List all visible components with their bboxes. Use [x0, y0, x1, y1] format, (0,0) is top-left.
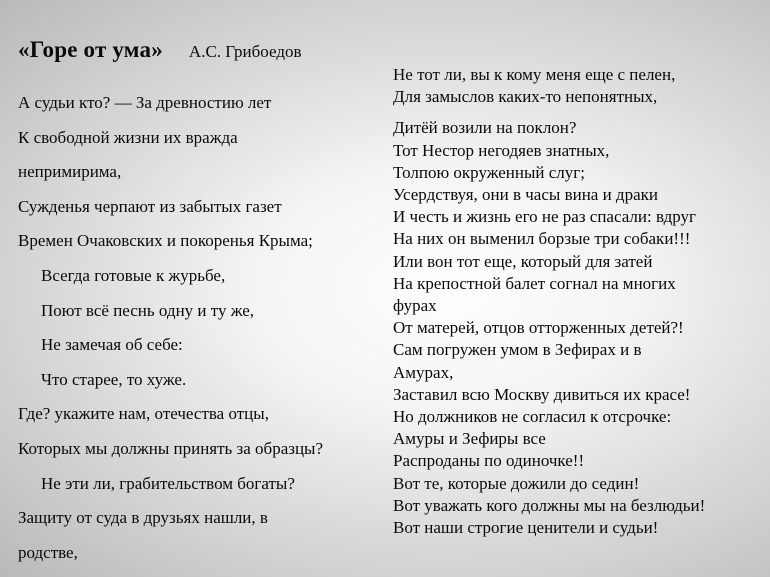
poem-line: Не замечая об себе:: [41, 335, 183, 355]
poem-line: Времен Очаковских и покоренья Крыма;: [18, 231, 313, 251]
poem-line: Вот наши строгие ценители и судьи!: [393, 518, 659, 538]
poem-line: А судьи кто? — За древностию лет: [18, 93, 272, 112]
poem-line: От матерей, отцов отторженных детей?!: [393, 318, 684, 338]
poem-line: Где? укажите нам, отечества отцы,: [18, 404, 269, 424]
poem-line: И честь и жизнь его не раз спасали: вдруг: [393, 207, 696, 227]
poem-line: Дитёй возили на поклон?: [393, 118, 577, 138]
poem-line: Не эти ли, грабительством богаты?: [41, 473, 295, 493]
poem-line: Или вон тот еще, который для затей: [393, 251, 653, 271]
poem-line: Амурах,: [393, 362, 454, 382]
poem-line: Всегда готовые к журьбе,: [41, 265, 226, 285]
poem-line: Сам погружен умом в Зефирах и в: [393, 340, 642, 360]
poem-line: Но должников не согласил к отсрочке:: [393, 407, 672, 427]
poem-line: родстве,: [18, 542, 78, 562]
poem-line: Поют всё песнь одну и ту же,: [41, 300, 255, 320]
poem-line: Которых мы должны принять за образцы?: [18, 438, 324, 458]
poem-line: Амуры и Зефиры все: [393, 429, 546, 449]
poem-line: непримирима,: [18, 162, 122, 182]
poem-line: Что старее, то хуже.: [41, 369, 187, 389]
poem-line: На крепостной балет согнал на многих: [393, 273, 676, 293]
poem-line: На них он выменил борзые три собаки!!!: [393, 229, 691, 249]
poem-line: Усердствуя, они в часы вина и драки: [393, 185, 658, 205]
poem-line: Сужденья черпают из забытых газет: [18, 196, 282, 216]
poem-line: К свободной жизни их вражда: [18, 127, 238, 147]
poem-line: Толпою окруженный слуг;: [393, 162, 585, 182]
poem-line: Не тот ли, вы к кому меня еще с пелен,: [393, 65, 676, 84]
poem-line: Вот те, которые дожили до седин!: [393, 473, 640, 493]
poem-line: фурах: [393, 296, 437, 316]
poem-line: Распроданы по одиночке!!: [393, 451, 585, 471]
poem-line: Заставил всю Москву дивиться их красе!: [393, 384, 691, 404]
right-text-column: [393, 64, 763, 539]
poem-line: Вот уважать кого должны мы на безлюдьи!: [393, 495, 706, 515]
poem-line: Для замыслов каких-то непонятных,: [393, 87, 658, 107]
poem-line: Тот Нестор негодяев знатных,: [393, 140, 610, 160]
left-text-column: [18, 89, 388, 573]
poem-title: «Горе от ума»: [18, 37, 163, 62]
poem-author: А.С. Грибоедов: [188, 42, 302, 61]
slide-title: [18, 37, 302, 63]
poem-line: Защиту от суда в друзьях нашли, в: [18, 508, 268, 528]
